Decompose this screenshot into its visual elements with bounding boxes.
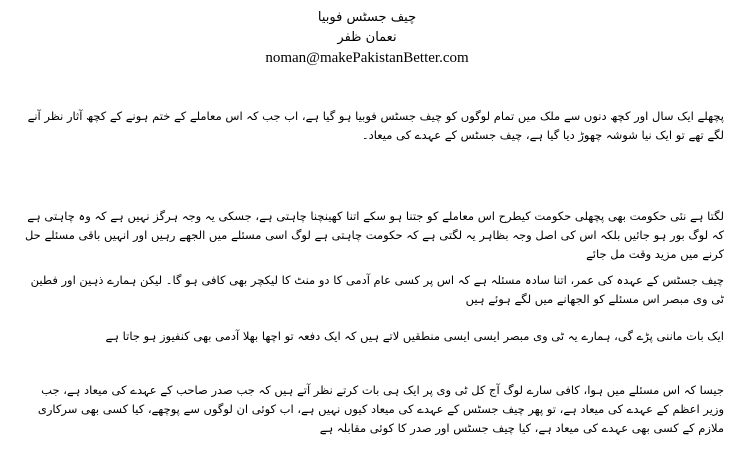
article-header (0, 8, 734, 68)
author-name: نعمان ظفر (337, 30, 397, 45)
article-title: چیف جسٹس فوبیا (317, 10, 417, 25)
author-email: noman@makePakistanBetter.com (265, 50, 469, 66)
paragraph-1: پچھلے ایک سال اور کچھ دنوں سے ملک میں تمام لوگوں کو چیف جسٹس فوبیا ہو گیا ہے، اب جب کہ اس معاملے کے ختم ہونے کے کچھ آثار نظر آنے لگے تھے تو ایک نیا شوشہ چھوڑ دیا گیا ہے، چیف جسٹس کے عہدے کی میعاد۔ (27, 109, 724, 142)
paragraph-5: جیسا کہ اس مسئلے میں ہوا، کافی سارے لوگ آج کل ٹی وی پر ایک ہی بات کرتے نظر آتے ہیں کہ جب صدر صاحب کے عہدے کی میعاد ہے، جب وزیر اعظم کے عہدے کی میعاد ہے، تو پھر چیف جسٹس کے عہدے کی میعاد کیوں نہیں ہے، اب کوئی ان لوگوں سے پوچھے، کیا کسی بھی سرکاری ملازم کے کسی بھی عہدے کی میعاد ہے، کیا چیف جسٹس اور صدر کا کوئی مقابلہ ہے (37, 383, 724, 435)
paragraph-4: ایک بات ماننی پڑے گی، ہمارے یہ ٹی وی مبصر ایسی ایسی منطقیں لاتے ہیں کہ ایک دفعہ تو اچھا بھلا آدمی بھی کنفیوز ہو جاتا ہے (105, 329, 724, 343)
paragraph-2: لگتا ہے نئی حکومت بھی پچھلی حکومت کیطرح اس معاملے کو جتنا ہو سکے اتنا کھینچنا چاہتی ہے، جسکی یہ وجہ ہرگز نہیں ہے کہ وہ چاہتی ہے کہ لوگ بور ہو جائیں بلکہ اس کی اصل وجہ بظاہر یہ لگتی ہے کہ حکومت چاہتی ہے لوگ اسی مسئلے میں الجھے رہیں اور انہیں باقی مسئلے حل کرنے میں مزید وقت مل جائے (24, 209, 724, 261)
paragraph-3: چیف جسٹس کے عہدہ کی عمر، اتنا سادہ مسئلہ ہے کہ اس پر کسی عام آدمی کا دو منٹ کا لیکچر بھی کافی ہو گا۔ لیکن ہمارے ذہین اور فطین ٹی وی مبصر اس مسئلے کو الجھانے میں لگے ہوئے ہیں (30, 273, 724, 306)
